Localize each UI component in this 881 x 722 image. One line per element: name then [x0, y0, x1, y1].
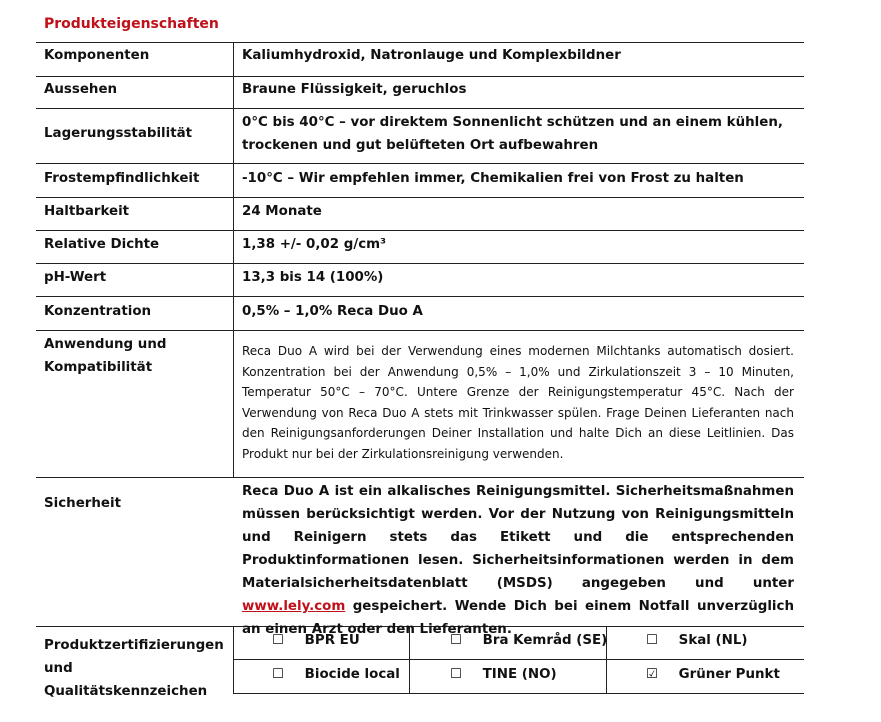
table-rule — [36, 163, 804, 164]
row-label-konzentration: Konzentration — [44, 304, 152, 319]
checkbox-icon[interactable]: ☐ — [272, 667, 285, 682]
row-value-frostempfindlichkeit: -10°C – Wir empfehlen immer, Chemikalien frei von Frost zu halten — [242, 171, 744, 186]
row-value-anwendung: Reca Duo A wird bei der Verwendung eines modernen Milchtanks automatisch dosiert. Konzentration bei der Anwendung 0,5% – 1,0% und Zirkulationszeit 3 – 10 Minuten, Temperatur 50°C – 70°C. Untere Grenze der Reinigungstemperatur 45°C. Nach der Verwendung von Reca Duo A stets mit Trinkwasser spülen. Frage Deinen Lieferanten nach den Reinigungsanforderungen Deiner Installation und halte Dich an diese Leitlinien. Das Produkt nur bei der Zirkulationsreinigung verwenden. — [242, 344, 794, 461]
checkbox-checked-icon[interactable]: ☑ — [646, 667, 659, 682]
table-rule — [36, 477, 804, 478]
cert-item-gruener-punkt[interactable] — [646, 665, 780, 685]
table-rule — [36, 108, 804, 109]
row-value-aussehen: Braune Flüssigkeit, geruchlos — [242, 82, 467, 97]
cert-item-biocide-local[interactable] — [272, 665, 400, 685]
cert-item-bra-kemrad[interactable] — [450, 631, 607, 651]
safety-text-continued: gespeichert. Wende Dich bei einem Notfall unverzüglich an einen Arzt oder den Lieferanten. — [242, 599, 794, 637]
table-rule — [36, 197, 804, 198]
row-value-lagerungsstabilitaet: 0°C bis 40°C – vor direktem Sonnenlicht schützen und an einem kühlen, trockenen und gut belüfteten Ort aufbewahren — [242, 115, 783, 153]
table-rule — [36, 76, 804, 77]
cert-item-skal[interactable] — [646, 631, 748, 651]
table-rule — [36, 296, 804, 297]
checkbox-icon[interactable]: ☐ — [450, 667, 463, 682]
row-label-aussehen: Aussehen — [44, 82, 118, 97]
safety-text: Reca Duo A ist ein alkalisches Reinigungsmittel. Sicherheitsmaßnahmen müssen berücksichtigt werden. Vor der Nutzung von Reinigungsmitteln und Reinigern stets das Etikett und die entsprechenden Produktinformationen lesen. Sicherheitsinformationen werden in dem Materialsicherheitsdatenblatt (MSDS) angegeben und unter — [242, 484, 794, 591]
cert-label: Biocide local — [304, 667, 400, 682]
cert-label: Bra Kemråd (SE) — [482, 633, 608, 648]
cert-rule — [234, 693, 804, 694]
row-label-haltbarkeit: Haltbarkeit — [44, 204, 130, 219]
cert-label: BPR EU — [304, 633, 360, 648]
lely-link[interactable]: www.lely.com — [242, 599, 346, 614]
row-label-frostempfindlichkeit: Frostempfindlichkeit — [44, 171, 200, 186]
row-value-konzentration: 0,5% – 1,0% Reca Duo A — [242, 304, 423, 319]
cert-label: Skal (NL) — [678, 633, 748, 648]
table-rule — [36, 230, 804, 231]
row-label-komponenten: Komponenten — [44, 48, 150, 63]
row-label-zertifizierungen: Produktzertifizierungen und Qualitätskennzeichen — [44, 638, 224, 699]
column-divider — [233, 42, 234, 478]
row-value-relative-dichte: 1,38 +/- 0,02 g/cm³ — [242, 237, 386, 252]
checkbox-icon[interactable]: ☐ — [646, 633, 659, 648]
row-label-anwendung: Anwendung und Kompatibilität — [44, 337, 167, 375]
cert-rule — [234, 659, 804, 660]
row-label-relative-dichte: Relative Dichte — [44, 237, 160, 252]
row-label-sicherheit: Sicherheit — [44, 496, 121, 511]
table-rule — [36, 263, 804, 264]
row-value-sicherheit — [242, 480, 794, 641]
table-rule — [36, 42, 804, 43]
row-value-komponenten: Kaliumhydroxid, Natronlauge und Komplexbildner — [242, 48, 621, 63]
checkbox-icon[interactable]: ☐ — [450, 633, 463, 648]
row-value-ph-wert: 13,3 bis 14 (100%) — [242, 270, 384, 285]
cert-label: Grüner Punkt — [678, 667, 780, 682]
checkbox-icon[interactable]: ☐ — [272, 633, 285, 648]
row-value-haltbarkeit: 24 Monate — [242, 204, 322, 219]
cert-label: TINE (NO) — [482, 667, 557, 682]
cert-item-tine[interactable] — [450, 665, 557, 685]
page-title: Produkteigenschaften — [44, 16, 219, 32]
table-rule — [36, 330, 804, 331]
cert-item-bpr-eu[interactable] — [272, 631, 360, 651]
row-label-ph-wert: pH-Wert — [44, 270, 107, 285]
row-label-lagerungsstabilitaet: Lagerungsstabilität — [44, 126, 193, 141]
